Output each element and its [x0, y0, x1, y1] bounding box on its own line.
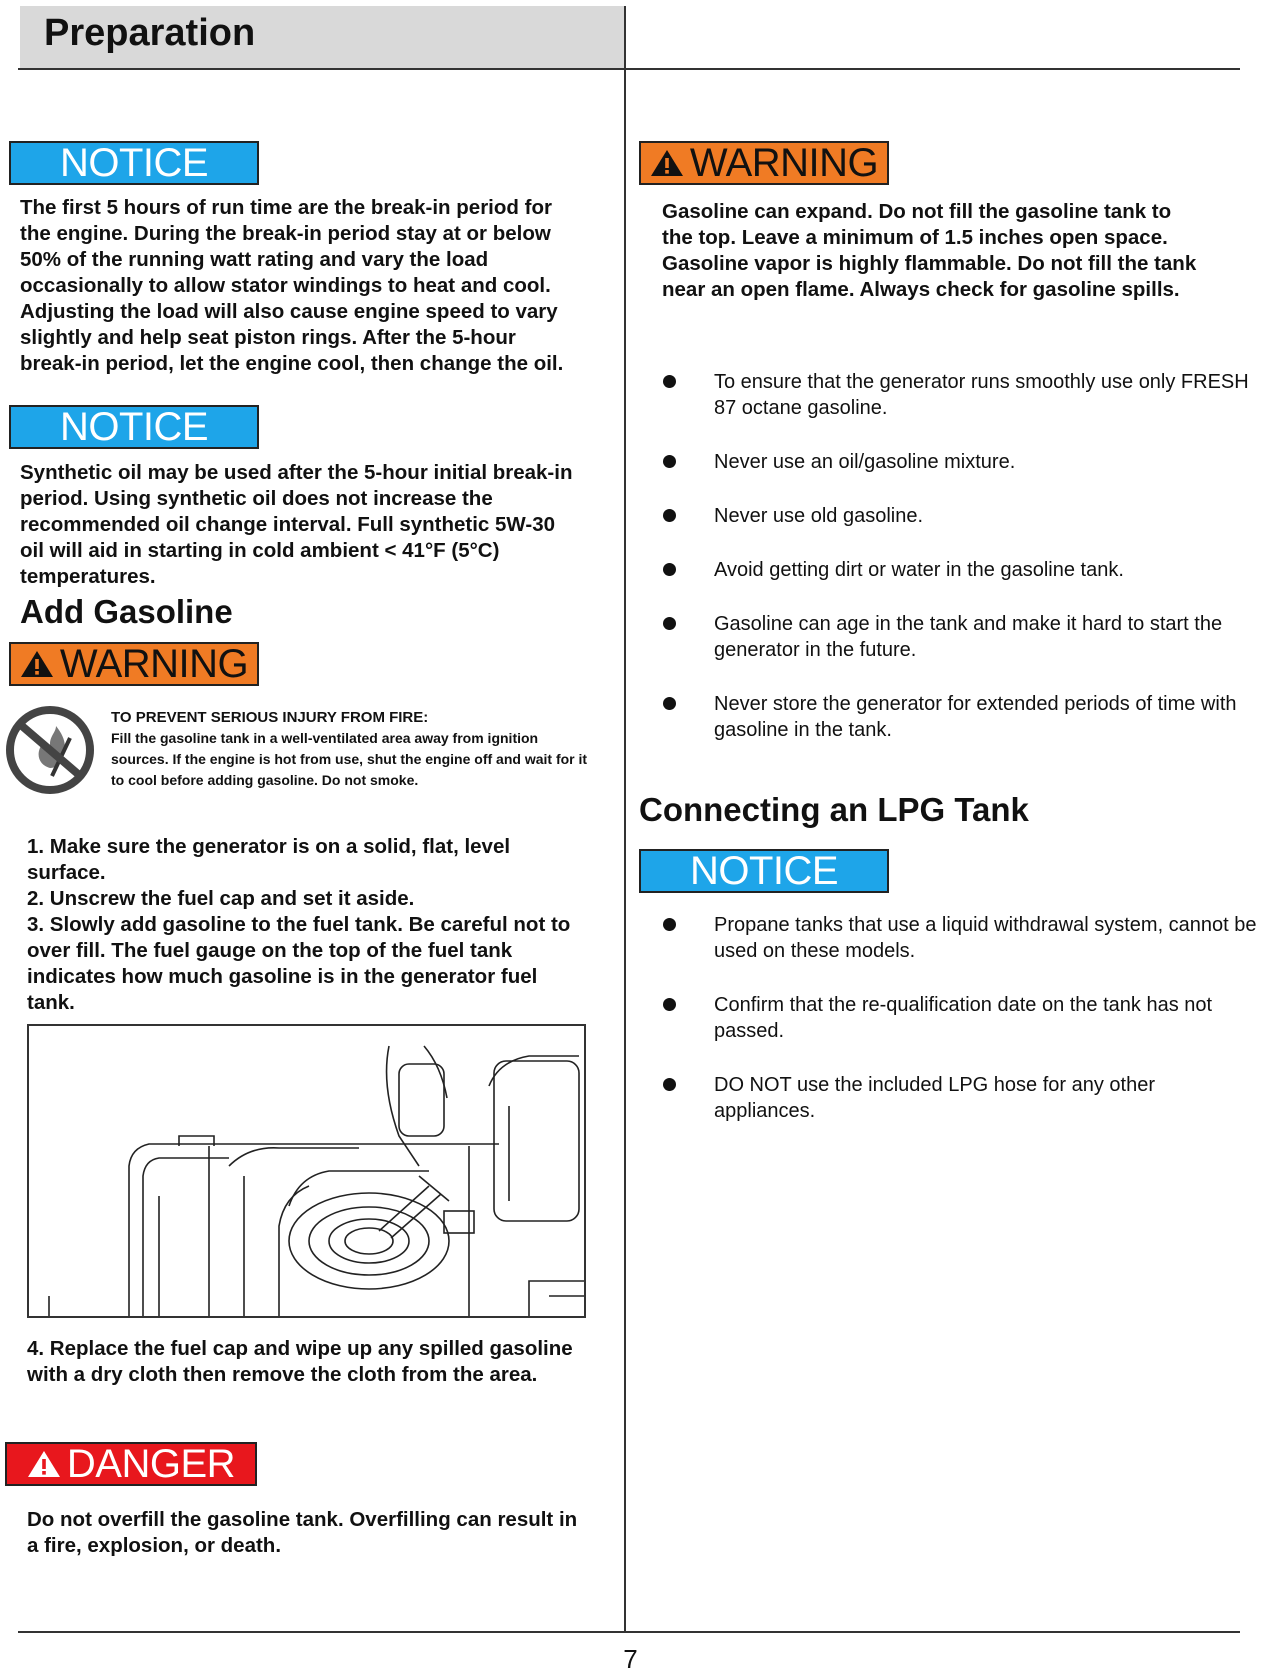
no-open-flame-icon: [6, 706, 94, 794]
notice-label: [9, 141, 259, 185]
bullet-icon: [663, 697, 676, 710]
fire-warning: [111, 707, 591, 791]
warning-label: [639, 141, 889, 185]
bullet-icon: [663, 1078, 676, 1091]
bullet-icon: [663, 509, 676, 522]
list-item: [660, 611, 1260, 663]
list-item-text: Never use an oil/gasoline mixture.: [714, 451, 1016, 473]
bullet-icon: [663, 918, 676, 931]
synthetic-oil-notice-text: Synthetic oil may be used after the 5-hour initial break-in period. Using synthetic oil does not increase the recommended oil change interval. Full synthetic 5W-30 oil will aid in starting in cold ambient < 41°F (5°C) temperatures.: [20, 461, 573, 588]
fire-warning-text: Fill the gasoline tank in a well-ventilated area away from ignition sources. If the engine is hot from use, shut the engine off and wait for it to cool before adding gasoline. Do not smoke.: [111, 730, 588, 788]
lpg-heading: Connecting an LPG Tank: [639, 791, 1029, 828]
bullet-icon: [663, 617, 676, 630]
list-item: [660, 369, 1260, 421]
list-item-text: Propane tanks that use a liquid withdrawal system, cannot be used on these models.: [714, 914, 1257, 962]
bullet-icon: [663, 563, 676, 576]
danger-text: Do not overfill the gasoline tank. Overfilling can result in a fire, explosion, or death.: [27, 1508, 578, 1557]
generator-fueling-drawing: [29, 1026, 584, 1316]
notice-label-text: NOTICE: [59, 405, 209, 449]
top-rule: [18, 68, 1240, 70]
notice-label-text: NOTICE: [689, 849, 839, 893]
bullet-icon: [663, 998, 676, 1011]
list-item-text: DO NOT use the included LPG hose for any other appliances.: [714, 1074, 1155, 1122]
list-item-text: To ensure that the generator runs smoothly use only FRESH 87 octane gasoline.: [714, 371, 1249, 419]
step-4: 4. Replace the fuel cap and wipe up any spilled gasoline with a dry cloth then remove the cloth from the area.: [27, 1337, 573, 1386]
notice-label: [9, 405, 259, 449]
bullet-icon: [663, 375, 676, 388]
page-title: Preparation: [44, 12, 256, 54]
fire-warning-lead: TO PREVENT SERIOUS INJURY FROM FIRE:: [111, 709, 429, 726]
warning-label: [9, 642, 259, 686]
fuel-tank-illustration: [27, 1024, 586, 1318]
list-item: [660, 557, 1260, 583]
notice-label: [639, 849, 889, 893]
page-number: 7: [623, 1644, 638, 1674]
danger-label: [5, 1442, 257, 1486]
step-2: 2. Unscrew the fuel cap and set it aside.: [27, 887, 415, 910]
list-item: [660, 912, 1260, 964]
list-item-text: Avoid getting dirt or water in the gasoline tank.: [714, 559, 1124, 581]
column-divider: [624, 6, 626, 1633]
list-item: [660, 992, 1260, 1044]
list-item: [660, 691, 1260, 743]
bullet-icon: [663, 455, 676, 468]
danger-label-text: DANGER: [66, 1442, 236, 1486]
warning-label-text: WARNING: [689, 141, 879, 185]
gasoline-expand-warning: Gasoline can expand. Do not fill the gasoline tank to the top. Leave a minimum of 1.5 inches open space. Gasoline vapor is highly flammable. Do not fill the tank near an open flame. Always check for gasoline spills.: [662, 200, 1197, 301]
add-gasoline-heading: Add Gasoline: [20, 593, 233, 630]
step-3: 3. Slowly add gasoline to the fuel tank. Be careful not to over fill. The fuel gauge on the top of the fuel tank indicates how much gasoline is in the generator fuel tank.: [27, 913, 571, 1014]
break-in-notice-text: The first 5 hours of run time are the break-in period for the engine. During the break-in period stay at or below 50% of the running watt rating and vary the load occasionally to allow stator windings to heat and cool. Adjusting the load will also cause engine speed to vary slightly and help seat piston rings. After the 5-hour break-in period, let the engine cool, then change the oil.: [20, 196, 564, 375]
list-item-text: Never use old gasoline.: [714, 505, 924, 527]
list-item: [660, 503, 1260, 529]
list-item-text: Never store the generator for extended periods of time with gasoline in the tank.: [714, 693, 1237, 741]
notice-label-text: NOTICE: [59, 141, 209, 185]
list-item: [660, 449, 1260, 475]
lpg-notes-list: [660, 912, 1260, 1124]
bottom-rule: [18, 1631, 1240, 1633]
list-item: [660, 1072, 1260, 1124]
list-item-text: Confirm that the re-qualification date on the tank has not passed.: [714, 994, 1213, 1042]
danger-triangle-icon: [27, 1449, 61, 1479]
warning-triangle-icon: [20, 649, 54, 679]
warning-label-text: WARNING: [59, 642, 249, 686]
warning-triangle-icon: [650, 148, 684, 178]
steps-list: [27, 834, 587, 1016]
gasoline-tips-list: [660, 369, 1260, 743]
list-item-text: Gasoline can age in the tank and make it hard to start the generator in the future.: [714, 613, 1223, 661]
step-1: 1. Make sure the generator is on a solid, flat, level surface.: [27, 835, 511, 884]
